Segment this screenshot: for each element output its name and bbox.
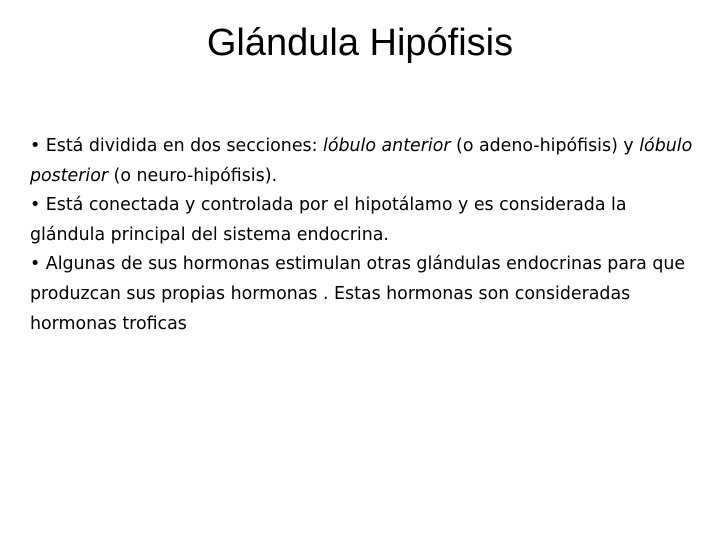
bullet-text: Está conectada y controlada por el hipotálamo y es considerada la glándula principal del sistema endocrina.: [30, 195, 627, 245]
emphasis-posterior-lobe: lóbulo posterior: [30, 136, 693, 186]
slide-title: Glándula Hipófisis: [206, 22, 514, 64]
bullet-text: (o adeno-hipófisis) y: [450, 136, 640, 156]
bullet-marker: •: [30, 136, 41, 156]
bullet-text: Está dividida en dos secciones:: [40, 136, 323, 156]
bullet-item: [30, 191, 702, 250]
bullet-item: [30, 250, 702, 339]
slide-body: [30, 132, 702, 339]
bullet-marker: •: [30, 195, 41, 216]
bullet-item: [30, 132, 702, 191]
bullet-text: Algunas de sus hormonas estimulan otras glándulas endocrinas para que produzcan sus propias hormonas . Estas hormonas son consideradas hormonas troficas: [30, 254, 686, 334]
bullet-marker: •: [30, 254, 41, 275]
bullet-text: (o neuro-hipófisis).: [108, 165, 278, 186]
emphasis-anterior-lobe: lóbulo anterior: [322, 136, 451, 156]
